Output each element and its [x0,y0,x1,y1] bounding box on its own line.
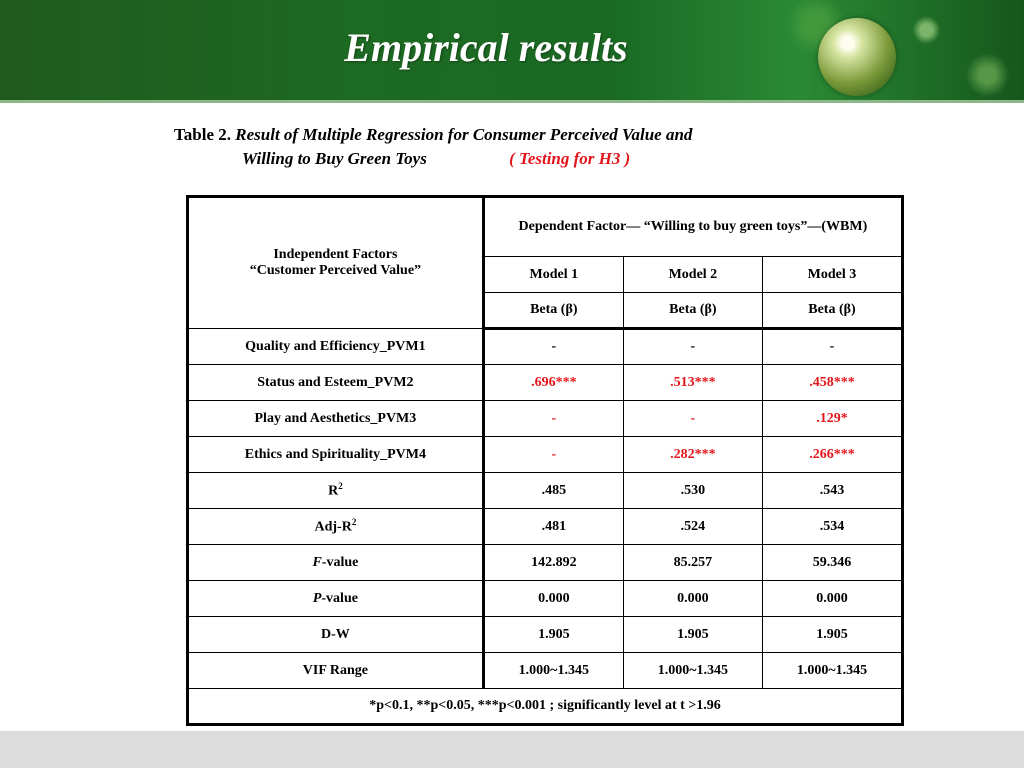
p-symbol: P [312,590,322,606]
row-label [188,473,484,509]
row-value: 85.257 [623,545,762,581]
slide-title: Empirical results [344,25,628,70]
row-value: 0.000 [483,581,623,617]
table-row [188,617,903,653]
table-row [188,509,903,545]
model-3-header: Model 3 [762,257,902,293]
f-value-label: -value [321,554,359,570]
row-label: Play and Aesthetics_PVM3 [188,401,484,437]
independent-header-line1: Independent Factors [273,247,398,262]
caption-label: Table 2. [174,125,232,144]
row-value: .543 [762,473,902,509]
row-value: - [483,437,623,473]
row-value: 1.905 [762,617,902,653]
row-label: VIF Range [188,653,484,689]
row-value: .534 [762,509,902,545]
table-row [188,401,903,437]
f-symbol: F [312,554,322,570]
caption-text-line2: Willing to Buy Green Toys [242,149,427,168]
beta-label-2: Beta (β) [623,293,762,329]
table-row [188,329,903,365]
row-value: - [483,329,623,365]
row-value: 1.905 [623,617,762,653]
row-value: .481 [483,509,623,545]
table-row [188,545,903,581]
row-value: .524 [623,509,762,545]
model-2-header: Model 2 [623,257,762,293]
dependent-factor-header: Dependent Factor— “Willing to buy green toys”—(WBM) [483,197,902,257]
beta-label-1: Beta (β) [483,293,623,329]
row-label: D-W [188,617,484,653]
row-value: 1.000~1.345 [623,653,762,689]
row-value: .458*** [762,365,902,401]
table-row [188,653,903,689]
row-value: - [623,401,762,437]
row-value: .129* [762,401,902,437]
slide-header-banner [0,0,1024,100]
row-label [188,581,484,617]
row-value: .266*** [762,437,902,473]
table-row [188,437,903,473]
row-value: 142.892 [483,545,623,581]
caption-text-line1: Result of Multiple Regression for Consumer Perceived Value and [235,125,693,144]
adj-r2-label: Adj-R [314,519,352,535]
row-value: .282*** [623,437,762,473]
row-label [188,545,484,581]
row-label: Quality and Efficiency_PVM1 [188,329,484,365]
slide-footer-bar [0,731,1024,768]
model-1-header: Model 1 [483,257,623,293]
row-value: - [483,401,623,437]
row-value: 59.346 [762,545,902,581]
p-value-label: -value [321,590,358,606]
row-value: 1.000~1.345 [483,653,623,689]
row-value: 1.000~1.345 [762,653,902,689]
row-value: 0.000 [762,581,902,617]
row-value: - [762,329,902,365]
row-label: Status and Esteem_PVM2 [188,365,484,401]
row-value: .513*** [623,365,762,401]
regression-table [186,195,904,726]
header-divider [0,100,1024,103]
row-value: .696*** [483,365,623,401]
row-label: Ethics and Spirituality_PVM4 [188,437,484,473]
row-label [188,509,484,545]
r2-label: R [328,483,339,499]
r2-superscript: 2 [338,481,343,492]
beta-label-3: Beta (β) [762,293,902,329]
table-row [188,473,903,509]
row-value: .485 [483,473,623,509]
caption-testing-note: ( Testing for H3 ) [509,149,631,168]
independent-header-line2: “Customer Perceived Value” [249,263,422,278]
table-footnote: *p<0.1, **p<0.05, ***p<0.001 ; significantly level at t >1.96 [188,689,903,725]
table-row [188,365,903,401]
table-caption [174,123,894,171]
independent-factors-header [188,197,484,329]
row-value: .530 [623,473,762,509]
row-value: - [623,329,762,365]
row-value: 1.905 [483,617,623,653]
table-row [188,581,903,617]
adj-r2-superscript: 2 [351,517,357,528]
row-value: 0.000 [623,581,762,617]
